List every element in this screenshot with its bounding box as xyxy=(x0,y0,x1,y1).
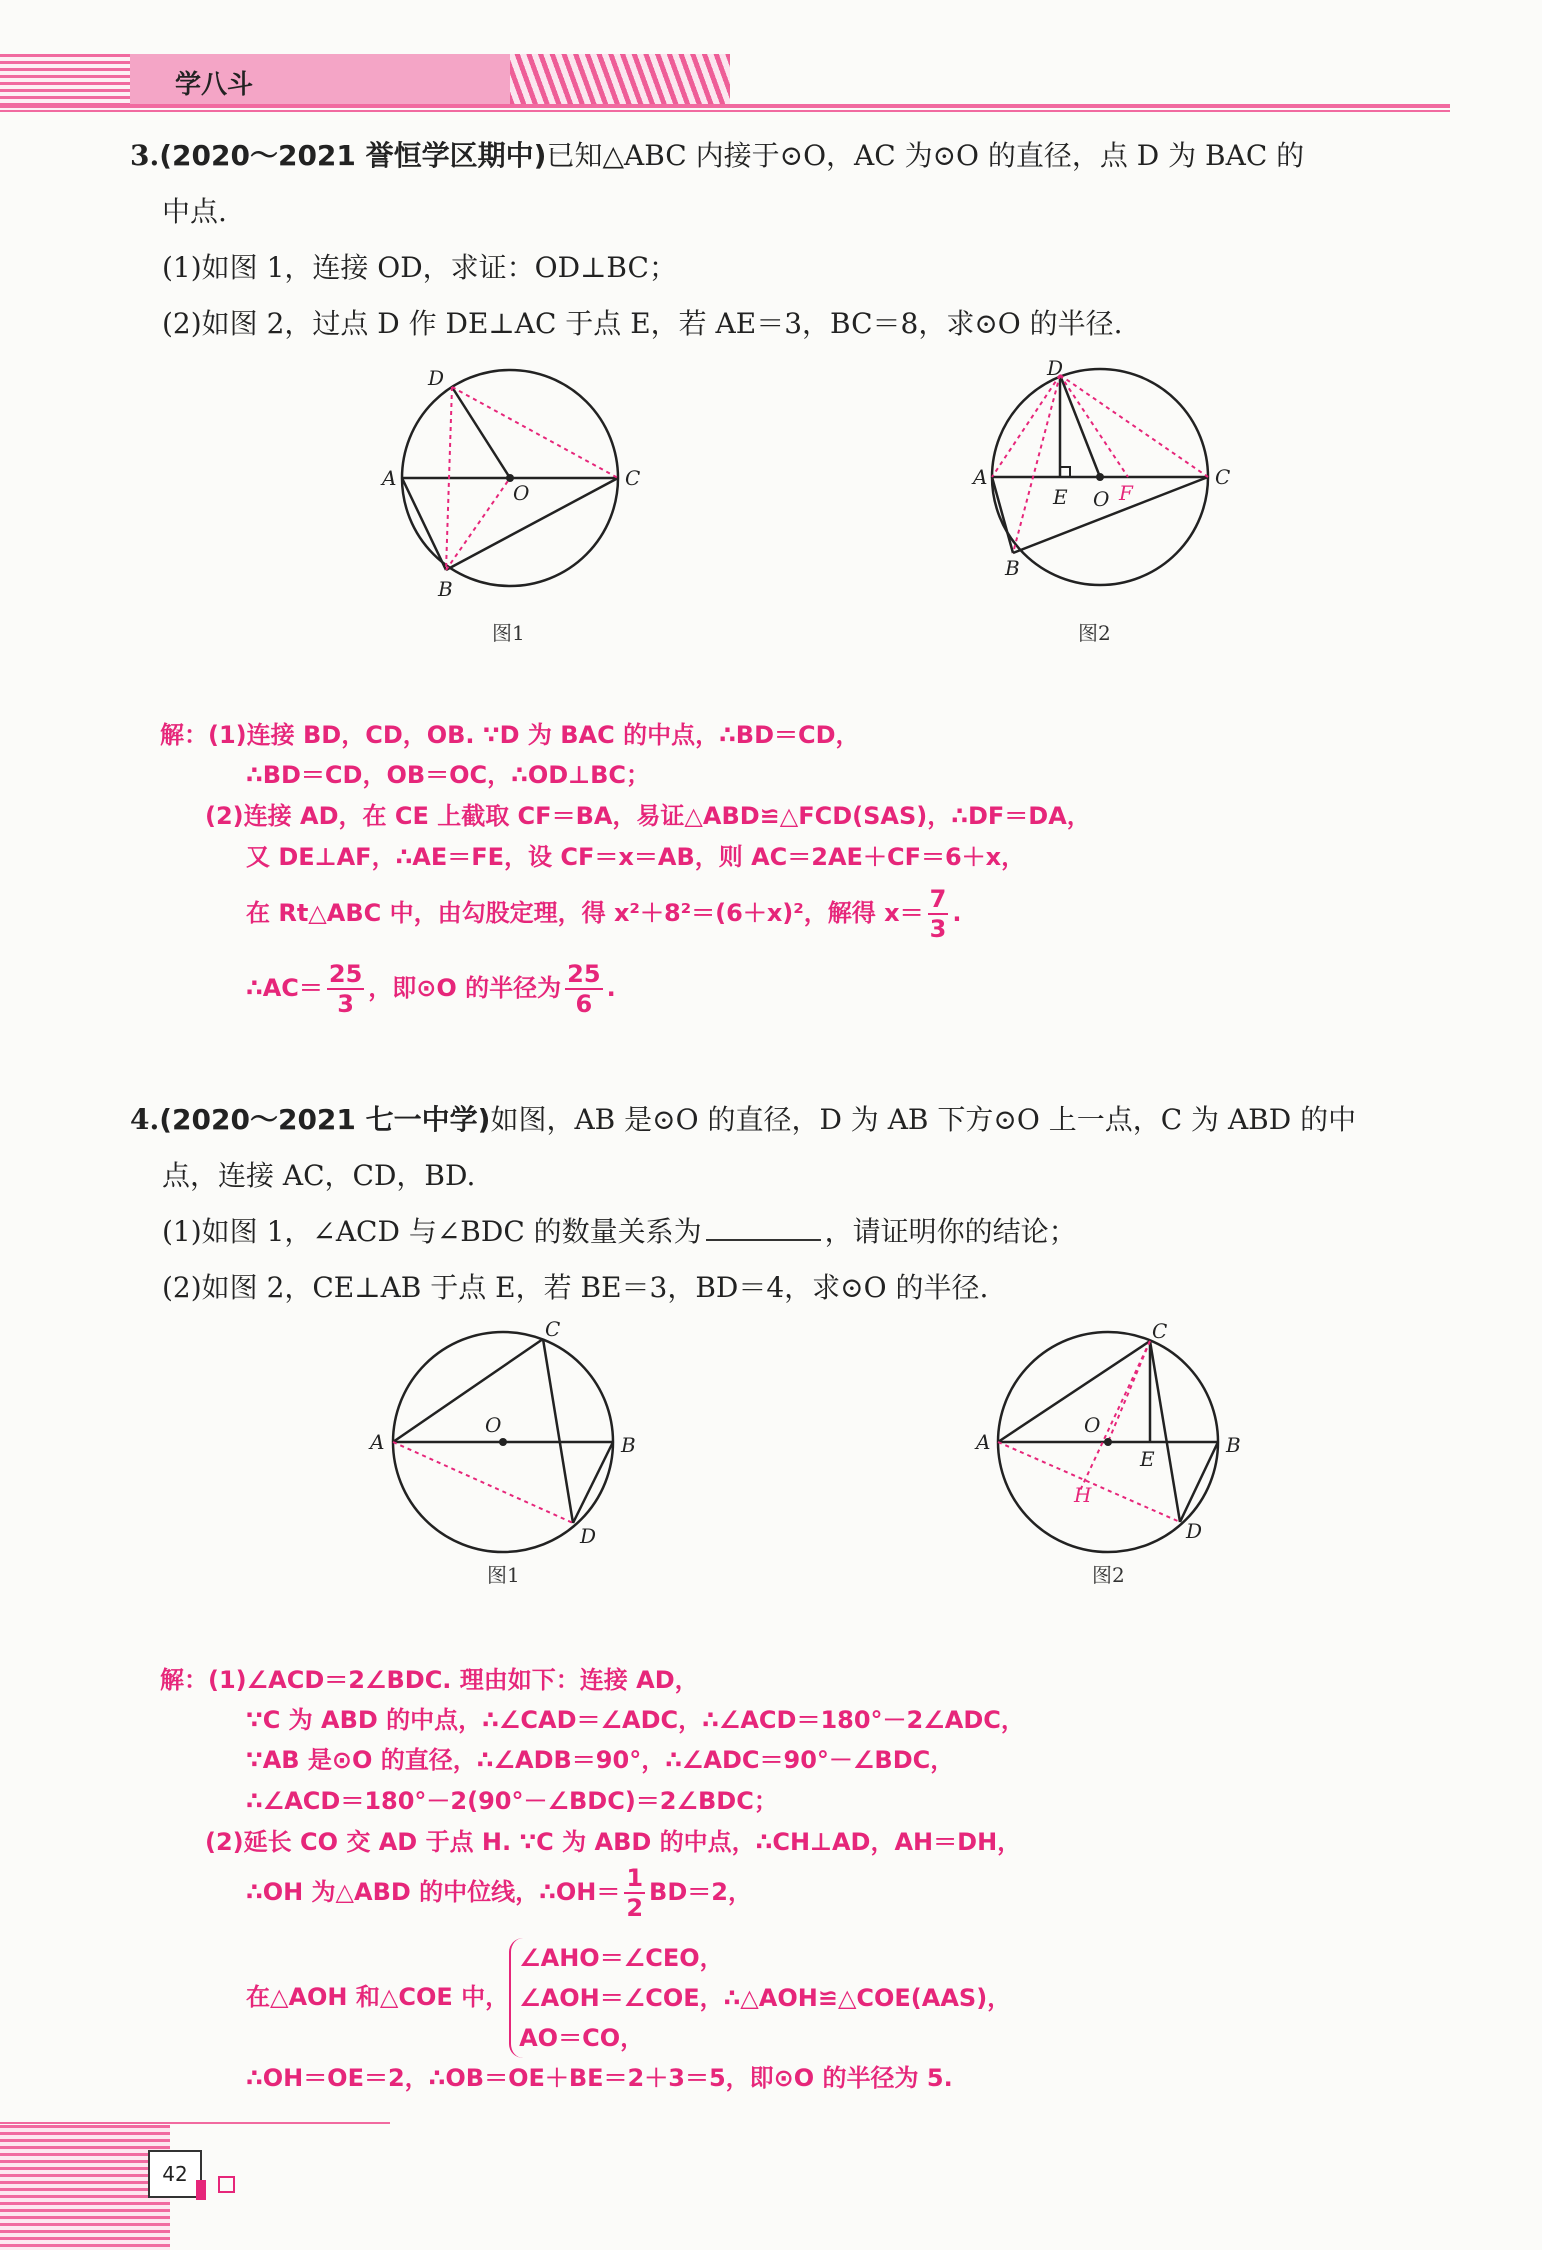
point-label: C xyxy=(625,466,641,490)
point-label: B xyxy=(1226,1433,1241,1457)
question-source: (2020～2021 七一中学) xyxy=(159,1103,491,1136)
solution-line: ∴∠ACD＝180°－2(90°－∠BDC)＝2∠BDC； xyxy=(246,1787,778,1815)
solution-line xyxy=(246,1864,752,1922)
point-label: O xyxy=(1093,487,1110,511)
q4-figure-1 xyxy=(365,1317,665,1590)
header-title: 学八斗 xyxy=(175,70,254,100)
fraction xyxy=(327,960,364,1018)
question-3 xyxy=(130,128,1450,352)
solution-line xyxy=(246,1938,1011,2058)
solution-line: ∴BD＝CD，OB＝OC，∴OD⊥BC； xyxy=(246,761,651,789)
question-3-line1 xyxy=(130,128,1450,184)
fraction-denominator: 3 xyxy=(327,988,364,1018)
point-label: A xyxy=(382,466,397,490)
fraction xyxy=(928,885,949,943)
solution-line: (2)连接 AD，在 CE 上截取 CF＝BA，易证△ABD≌△FCD(SAS)，∴DF＝DA， xyxy=(205,802,1091,830)
footer-rule xyxy=(0,2122,390,2124)
question-3-part2: (2)如图 2，过点 D 作 DE⊥AC 于点 E，若 AE＝3，BC＝8，求⊙O 的半径. xyxy=(162,307,1123,340)
point-label: B xyxy=(621,1433,636,1457)
solution-text: ，即⊙O 的半径为 xyxy=(368,974,562,1002)
point-label: A xyxy=(370,1430,385,1454)
fraction-denominator: 2 xyxy=(626,1894,644,1922)
solution-line: (2)延长 CO 交 AD 于点 H. ∵C 为 ABD 的中点，∴CH⊥AD，AH＝DH， xyxy=(205,1828,1022,1856)
question-4-part2: (2)如图 2，CE⊥AB 于点 E，若 BE＝3，BD＝4，求⊙O 的半径. xyxy=(162,1271,989,1304)
fraction-denominator: 3 xyxy=(929,915,947,943)
figure-caption: 图1 xyxy=(487,1563,520,1587)
question-4-part1 xyxy=(130,1204,1450,1260)
header-pattern xyxy=(510,54,730,106)
fraction xyxy=(565,960,602,1018)
question-4-line2: 点，连接 AC，CD，BD. xyxy=(162,1159,476,1192)
figure-caption: 图1 xyxy=(492,621,525,645)
equation-condition: AO＝CO， xyxy=(519,2024,645,2052)
point-label: C xyxy=(1215,465,1231,489)
solution-text: . xyxy=(952,899,962,927)
equation-condition: ∠AOH＝∠COE，∴△AOH≌△COE(AAS)， xyxy=(519,1984,1012,2012)
page-corner-mark xyxy=(196,2180,206,2200)
question-number: 3. xyxy=(130,139,160,172)
figure-caption: 图2 xyxy=(1078,621,1111,645)
solution-line: 解：(1)连接 BD，CD，OB. ∵D 为 BAC 的中点，∴BD＝CD， xyxy=(160,721,860,749)
header-rule xyxy=(0,104,1450,108)
point-label: D xyxy=(428,366,445,390)
question-text: 已知△ABC 内接于⊙O，AC 为⊙O 的直径，点 D 为 BAC 的 xyxy=(546,139,1305,172)
point-label: F xyxy=(1119,481,1133,505)
fraction-numerator: 7 xyxy=(929,885,947,913)
q3-figure-2 xyxy=(965,355,1245,660)
point-label: O xyxy=(485,1413,502,1437)
question-3-line2: 中点. xyxy=(162,195,227,228)
figure-caption: 图2 xyxy=(1092,1563,1125,1587)
page-number: 42 xyxy=(148,2150,202,2198)
fraction-numerator: 1 xyxy=(626,1864,644,1892)
q3-figure-1 xyxy=(380,360,660,660)
solution-text: 在 Rt△ABC 中，由勾股定理，得 x²＋8²＝(6＋x)²，解得 x＝ xyxy=(246,899,924,927)
page-square-icon xyxy=(218,2176,235,2193)
fraction-numerator: 25 xyxy=(328,960,363,988)
solution-line: ∵AB 是⊙O 的直径，∴∠ADB＝90°，∴∠ADC＝90°－∠BDC， xyxy=(246,1746,955,1774)
point-label: D xyxy=(580,1524,597,1548)
footer-stripes xyxy=(0,2125,170,2250)
question-text: 如图，AB 是⊙O 的直径，D 为 AB 下方⊙O 上一点，C 为 ABD 的中 xyxy=(490,1103,1357,1136)
point-label: O xyxy=(513,481,530,505)
solution-line: 解：(1)∠ACD＝2∠BDC. 理由如下：连接 AD， xyxy=(160,1666,699,1694)
equation-condition: ∠AHO＝∠CEO， xyxy=(519,1944,724,1972)
solution-line xyxy=(246,885,961,943)
fraction-denominator: 6 xyxy=(565,988,602,1018)
fraction xyxy=(624,1864,645,1922)
point-label: H xyxy=(1074,1483,1092,1507)
fraction-numerator: 25 xyxy=(567,960,601,988)
solution-3 xyxy=(160,715,1460,1035)
point-label: C xyxy=(545,1317,561,1341)
question-4 xyxy=(130,1092,1450,1316)
solution-text: 在△AOH 和△COE 中， xyxy=(246,1983,510,2011)
solution-text: ∴AC＝ xyxy=(246,974,323,1002)
question-number: 4. xyxy=(130,1103,160,1136)
point-label: E xyxy=(1053,485,1068,509)
question-text: ，请证明你的结论； xyxy=(824,1215,1077,1248)
question-text: (1)如图 1，∠ACD 与∠BDC 的数量关系为 xyxy=(162,1215,702,1248)
question-source: (2020～2021 誉恒学区期中) xyxy=(159,139,547,172)
q4-figure-2 xyxy=(970,1320,1270,1590)
solution-line xyxy=(246,960,616,1018)
solution-text: BD＝2， xyxy=(649,1878,752,1906)
point-label: D xyxy=(1186,1519,1203,1543)
point-label: A xyxy=(976,1430,991,1454)
question-4-line1 xyxy=(130,1092,1450,1148)
solution-text: . xyxy=(606,974,616,1002)
point-label: C xyxy=(1152,1319,1168,1343)
solution-line: 又 DE⊥AF，∴AE＝FE，设 CF＝x＝AB，则 AC＝2AE＋CF＝6＋x， xyxy=(246,843,1026,871)
solution-line: ∴OH＝OE＝2，∴OB＝OE＋BE＝2＋3＝5，即⊙O 的半径为 5. xyxy=(246,2064,953,2092)
question-3-part1: (1)如图 1，连接 OD，求证：OD⊥BC； xyxy=(162,251,677,284)
answer-blank[interactable] xyxy=(706,1209,821,1241)
solution-text: ∴OH 为△ABD 的中位线，∴OH＝ xyxy=(246,1878,621,1906)
point-label: O xyxy=(1084,1413,1101,1437)
equation-system xyxy=(509,1938,1011,2058)
solution-4 xyxy=(160,1660,1460,2100)
point-label: B xyxy=(1005,556,1020,580)
point-label: E xyxy=(1140,1447,1155,1471)
point-label: D xyxy=(1047,356,1064,380)
point-label: B xyxy=(438,577,453,601)
header-rule-thin xyxy=(0,110,1450,112)
point-label: A xyxy=(973,465,988,489)
solution-line: ∵C 为 ABD 的中点，∴∠CAD＝∠ADC，∴∠ACD＝180°－2∠ADC， xyxy=(246,1706,1025,1734)
